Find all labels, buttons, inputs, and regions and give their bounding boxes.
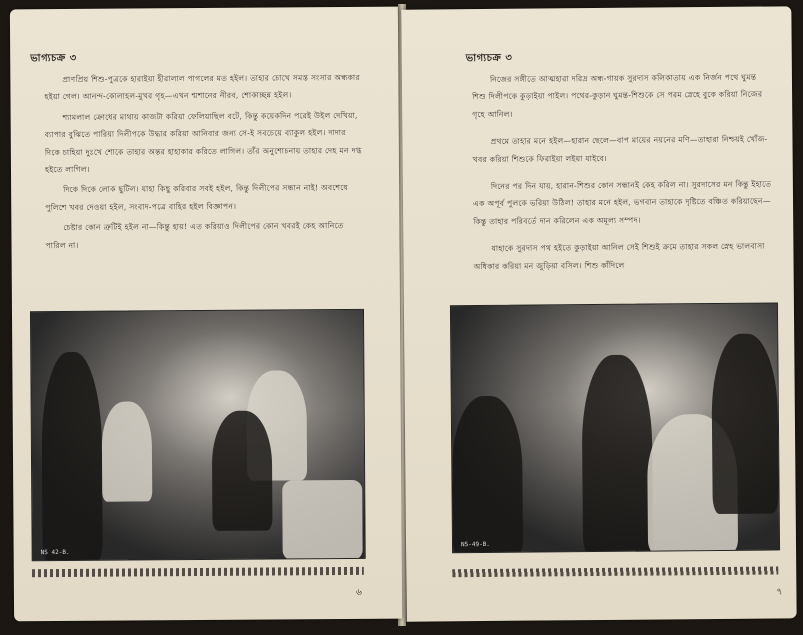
left-film-still-photo (30, 309, 366, 561)
right-paragraph-2: প্রথমে তাহার মনে হইল—হারান ছেলে—বাপ মায়ের নয়নের মণি—তাহারা নিশ্চয়ই খোঁজ-খবর করিয়া শিশুকে ফিরাইয়া লইয়া যাইবে। (472, 134, 768, 164)
photo-figure (212, 411, 273, 531)
right-page (401, 6, 796, 621)
right-paragraph-3: দিনের পর দিন যায়, হারান-শিশুর কোন সন্ধানই কেহ করিল না। সুরদাসের মন কিন্তু ইহাতে এক অপূর্ব পুলকে ভরিয়া উঠিল! তাহার মনে হইল, ভগবান তাহাকে দৃষ্টিতে বঞ্চিত করিয়াছেন—কিন্তু তাহার পরিবর্তে দান করিলেন এক অমূল্য সম্পদ। (472, 179, 772, 226)
left-paragraph-3: দিকে দিকে লোক ছুটিল। যাহা কিছু করিবার সবই হইল, কিন্তু দিলীপের সন্ধান নাই! অবশেষে পুলিশে খবর দেওয়া হইল, সংবাদ-পত্রে বাহির হইল বিজ্ঞাপন। (45, 183, 348, 212)
left-ornamental-border (32, 567, 364, 577)
left-running-head: ভাগ্যচক্র ৩ (30, 52, 77, 65)
photo-figure (452, 396, 523, 554)
photo-figure (41, 352, 102, 561)
right-photo-caption: NS-49-B. (460, 540, 490, 549)
left-photo-caption: NS 42-B. (40, 548, 70, 557)
photo-figure (102, 401, 153, 501)
right-running-head: ভাগ্যচক্র ৩ (465, 52, 513, 65)
photo-figure (581, 355, 653, 554)
left-paragraph-4: চেষ্টার কোন ত্রুটিই হইল না—কিন্তু হায়! এত করিয়াও দিলীপের কোন খবরই কেহ আনিতে পারিল না। (45, 221, 344, 250)
left-page-number: ৬ (355, 587, 362, 598)
left-paragraph-2: শ্যামলাল ক্রোধের মাথায় কাজটা করিয়া ফেলিয়াছিল বটে, কিন্তু কয়েকদিন পরেই উইল দেখিয়া, ব্যাপার বুঝিতে পারিয়া দিলীপকে উদ্ধার করিয়া আনিবার জন্য সে-ই সবচেয়ে ব্যাকুল হইল। দাদার দিকে চাহিয়া দুঃখে শোকে তাহার অন্তর হাহাকার করিতে লাগিল। তাঁর অনুশোচনায় তাহার দেহ মন দগ্ধ হইতে লাগিল। (44, 110, 362, 175)
left-page (10, 7, 402, 622)
right-film-still-photo (450, 302, 780, 553)
left-body-text (44, 69, 363, 257)
right-paragraph-1: নিজের সঙ্গীতে আত্মহারা দরিদ্র অন্ধ-গায়ক সুরদাস কলিকাতায় এক নির্জন পথে ঘুমন্ত শিশু দিলীপকে কুড়াইয়া পাইল। পথের-কুড়ান ঘুমন্ত-শিশুকে সে পরম স্নেহে বুকে করিয়া নিজের গৃহে আনিল। (472, 72, 763, 119)
right-ornamental-border (452, 566, 778, 577)
right-paragraph-4: যাহাকে সুরদাস পথ হইতে কুড়াইয়া আনিল সেই শিশুই ক্রমে তাহার সকল স্নেহ ভালবাসা অধিকার করিয়া মন জুড়িয়া বসিল। শিশু কাঁদিলে (473, 241, 765, 271)
right-page-number: ৭ (776, 587, 783, 598)
photo-table (282, 480, 363, 561)
photo-figure (711, 333, 779, 514)
right-body-text (472, 68, 774, 285)
left-paragraph-1: প্রাণপ্রিয় শিশু-পুত্রকে হারাইয়া হীরালাল পাগলের মত হইল। তাহার চোখে সমস্ত সংসার অন্ধকার হইয়া গেল। আনন্দ-কোলাহল-মুখর গৃহ—এখন শ্মশানের নীরব, শোকাচ্ছন্ন হইল। (44, 72, 360, 102)
